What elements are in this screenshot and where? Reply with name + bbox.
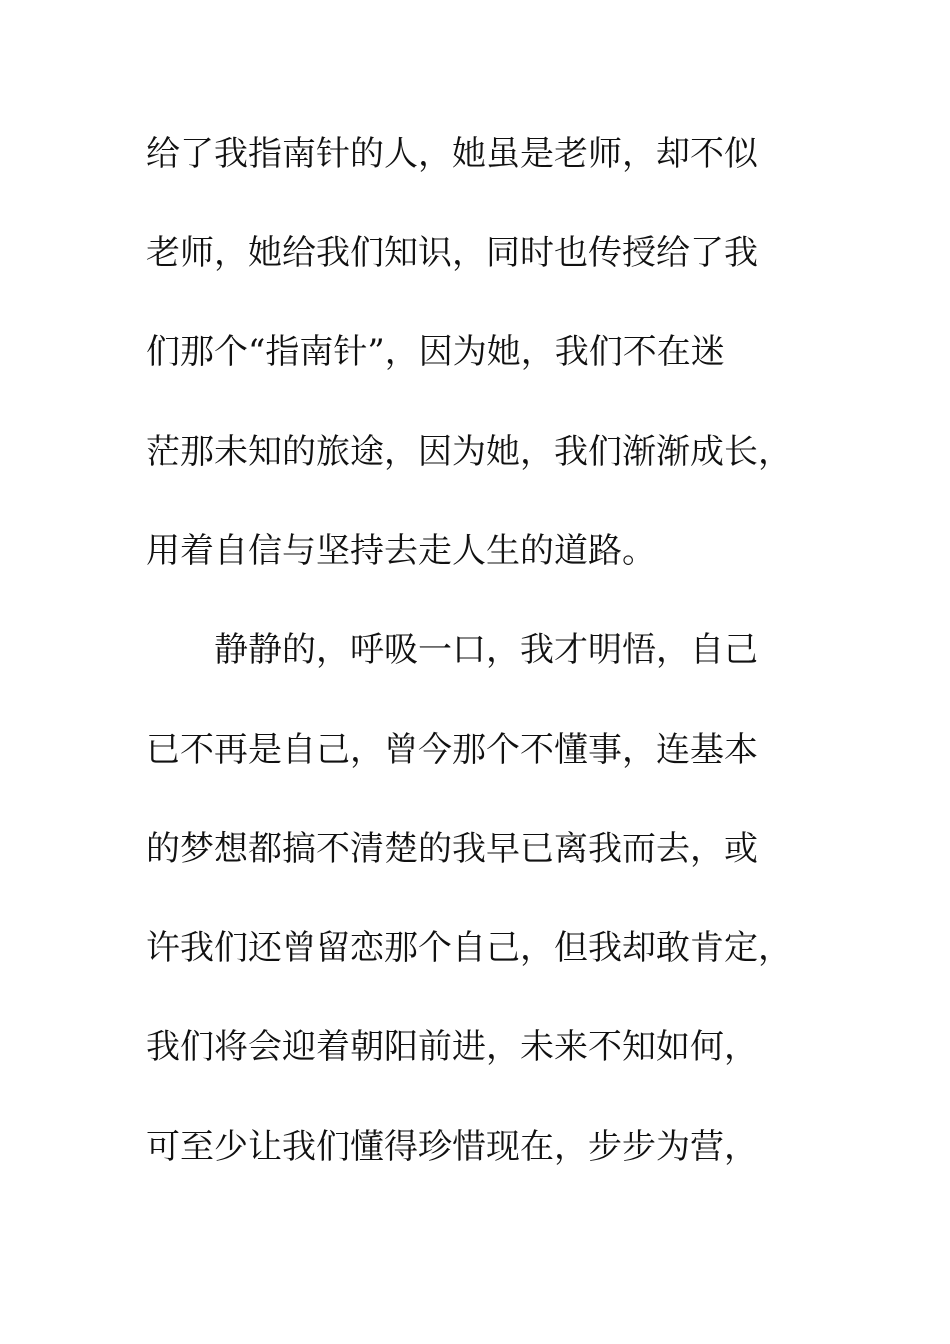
text-line: 许我们还曾留恋那个自己，但我却敢肯定，: [146, 928, 792, 968]
text-line: 给了我指南针的人，她虽是老师，却不似: [146, 134, 758, 174]
text-line: 我们将会迎着朝阳前进，未来不知如何，: [146, 1027, 758, 1067]
text-line: 们那个“指南针”，因为她，我们不在迷: [146, 332, 725, 372]
text-line: 老师，她给我们知识，同时也传授给了我: [146, 233, 758, 273]
text-line: 已不再是自己，曾今那个不懂事，连基本: [146, 730, 758, 770]
paragraph-start-line: 静静的，呼吸一口，我才明悟，自己: [214, 630, 758, 670]
text-line: 的梦想都搞不清楚的我早已离我而去，或: [146, 829, 758, 869]
text-line: 用着自信与坚持去走人生的道路。: [146, 531, 656, 571]
text-line: 可至少让我们懂得珍惜现在，步步为营，: [146, 1127, 758, 1167]
text-line: 茫那未知的旅途，因为她，我们渐渐成长，: [146, 432, 792, 472]
